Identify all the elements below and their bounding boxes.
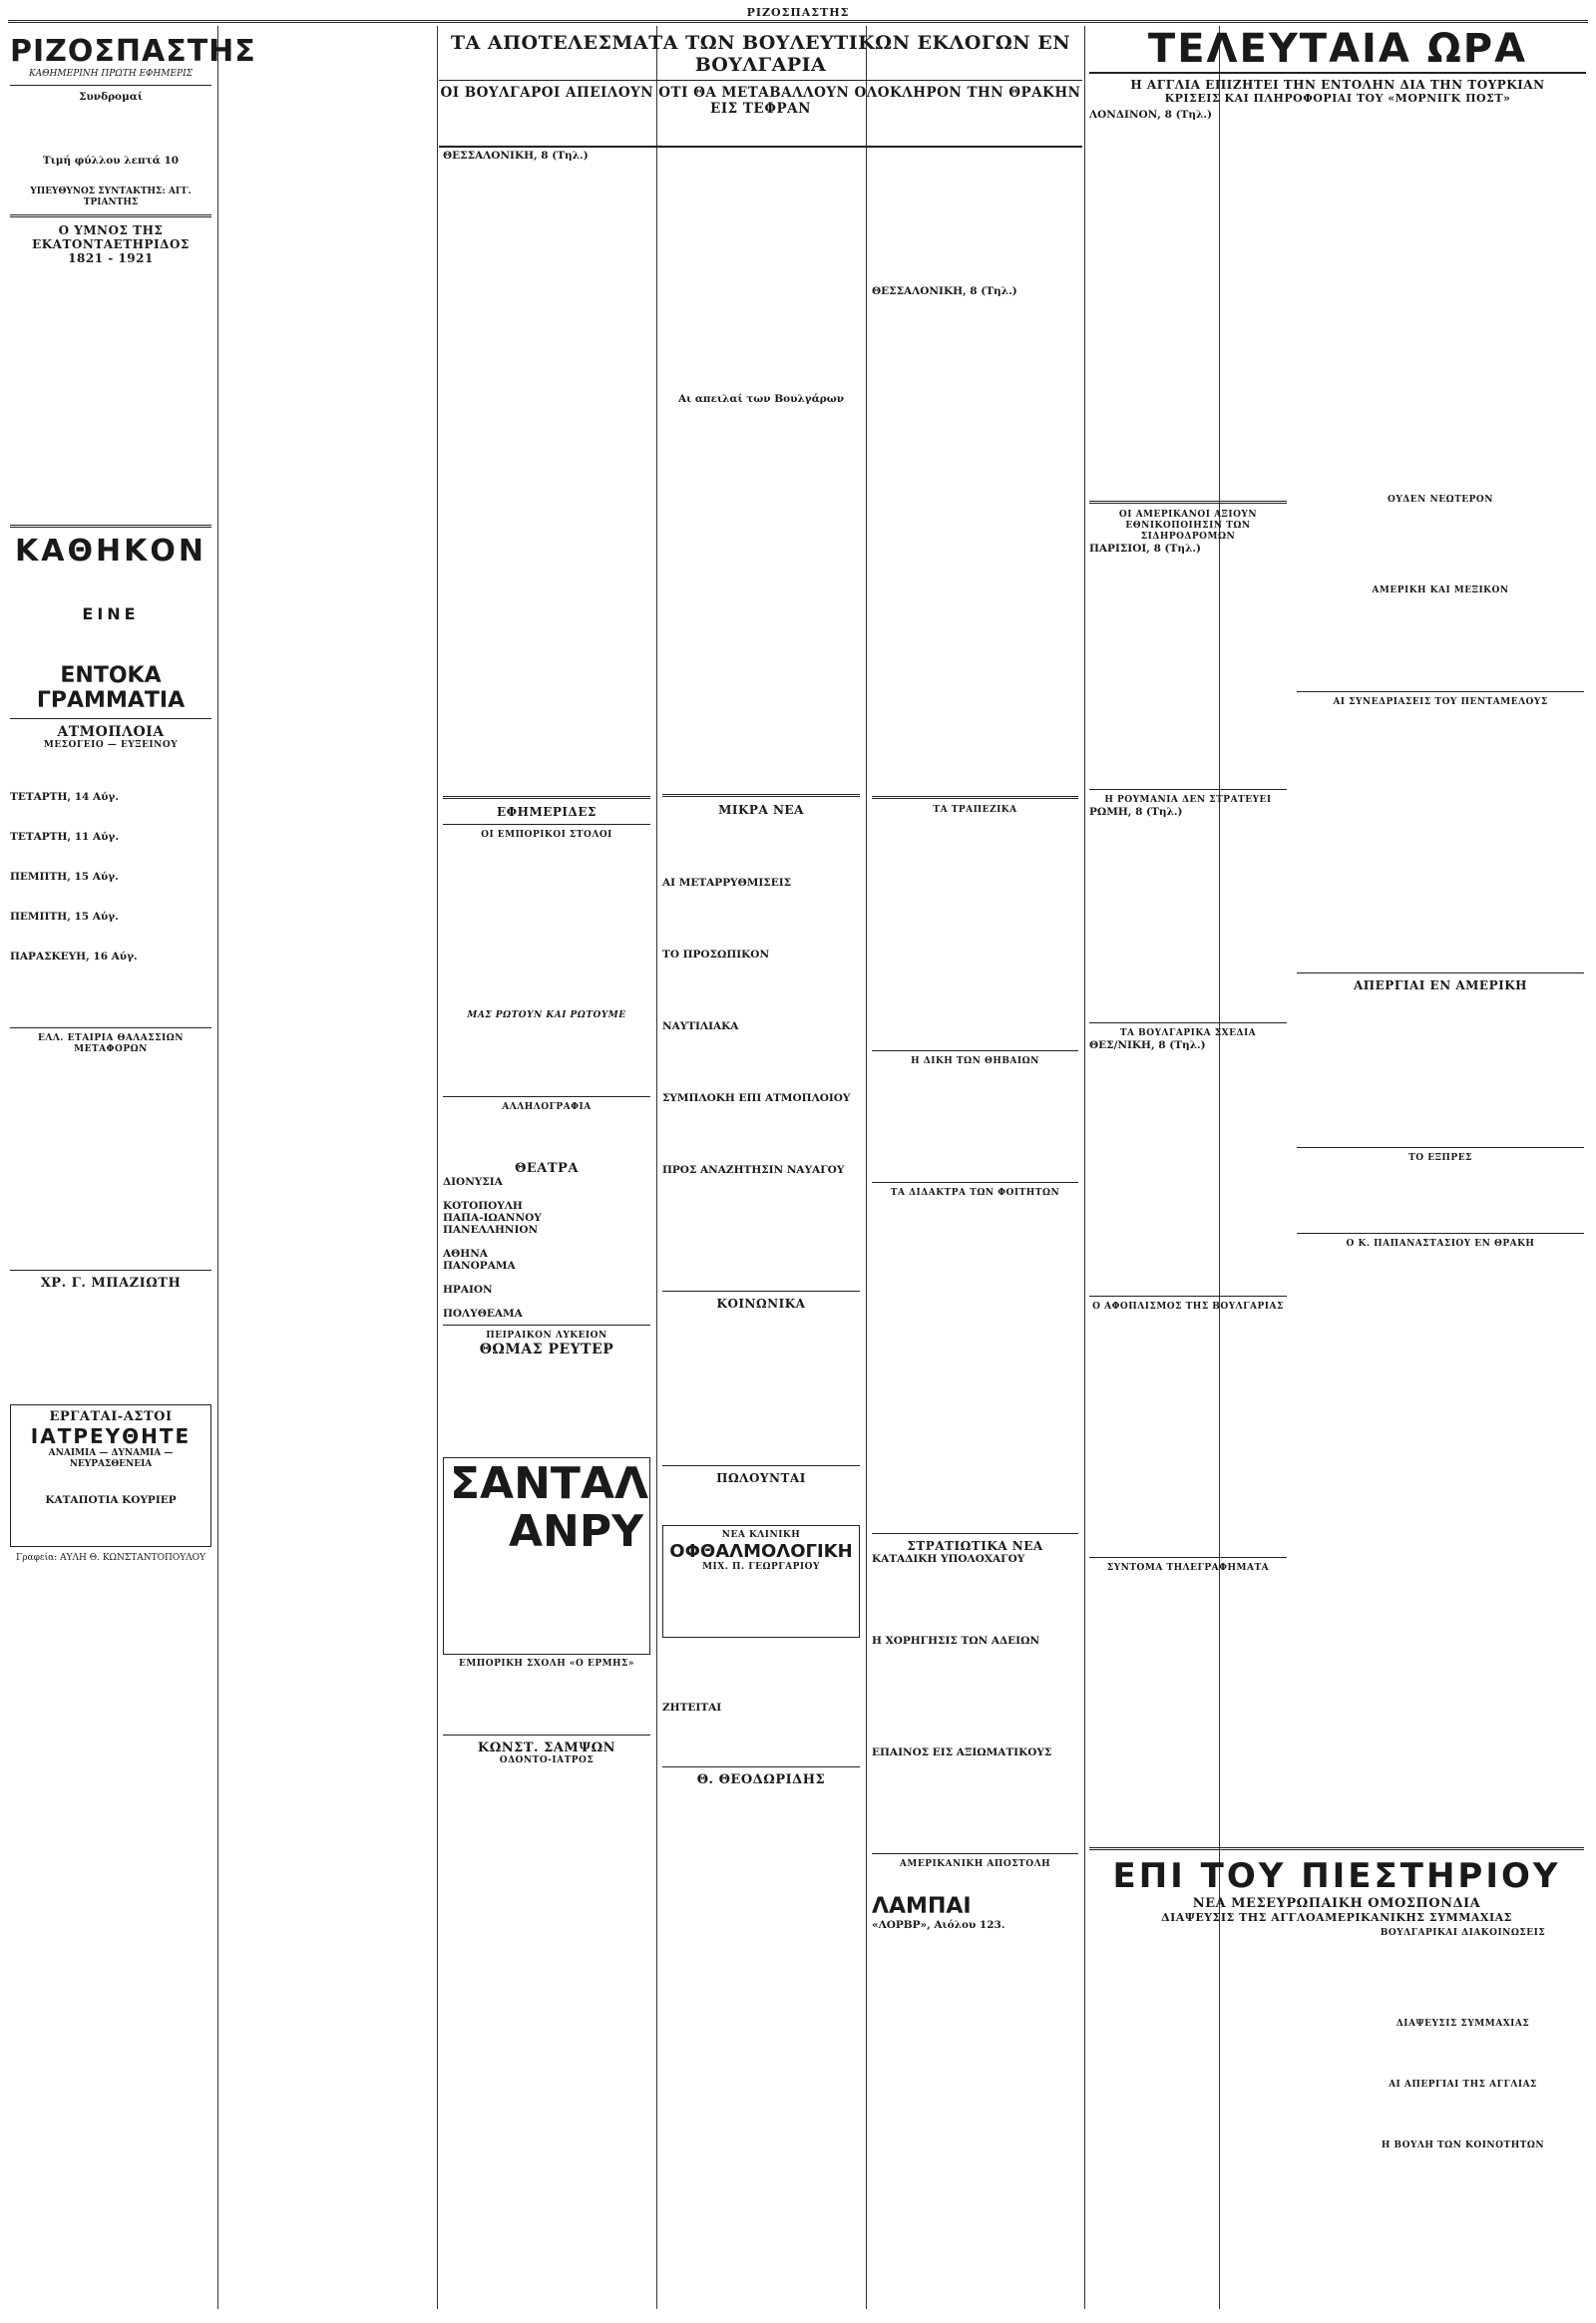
lampai-note: «ΛΟΡΒΡ», Αιόλου 123. bbox=[872, 1919, 1005, 1931]
shipping-text bbox=[10, 751, 211, 791]
sec-short-telegrams: ΣΥΝΤΟΜΑ ΤΗΛΕΓΡΑΦΗΜΑΤΑ bbox=[1106, 1563, 1270, 1573]
duty-line: ΕΙΝΕ bbox=[82, 604, 140, 623]
konst: ΚΩΝΣΤ. ΣΑΜΨΩΝ bbox=[477, 1741, 616, 1755]
sec-disarm: Ο ΑΦΟΠΛΙΣΜΟΣ ΤΗΣ ΒΟΥΛΓΑΡΙΑΣ bbox=[1092, 1302, 1284, 1312]
departure-3: ΠΕΜΠΤΗ, 15 Αύγ. bbox=[10, 871, 119, 883]
thess-dateline: ΘΕΣ/ΝΙΚΗ, 8 (Τηλ.) bbox=[1089, 1039, 1206, 1051]
paper-name: ΡΙΖΟΣΠΑΣΤΗΣ bbox=[10, 34, 256, 69]
mesogeio: ΜΕΣΟΓΕΙΟ — ΕΥΞΕΙΝΟΥ bbox=[43, 740, 179, 750]
right-subcol-2 bbox=[1229, 285, 1583, 455]
column-rule bbox=[656, 26, 657, 2309]
theatre-3: ΠΑΠΑ-ΙΩΑΝΝΟΥ bbox=[443, 1212, 542, 1224]
hymn-title: Ο ΥΜΝΟΣ ΤΗΣ ΕΚΑΤΟΝΤΑΕΤΗΡΙΔΟΣ bbox=[32, 223, 190, 251]
theatre-7: ΗΡΑΙΟΝ bbox=[443, 1284, 493, 1296]
dateline: ΘΕΣΣΑΛΟΝΙΚΗ, 8 (Τηλ.) bbox=[443, 150, 589, 162]
right-press-section bbox=[1089, 1841, 1584, 2191]
duty-text bbox=[10, 569, 211, 604]
santal-title: ΣΑΝΤΑΛ bbox=[450, 1458, 649, 1509]
sec-nothing-new: ΟΥΔΕΝ ΝΕΩΤΕΡΟΝ bbox=[1388, 495, 1493, 505]
zitountai: ΖΗΤΕΙΤΑΙ bbox=[662, 1702, 722, 1714]
sec-bulgarian-notes: ΒΟΥΛΓΑΡΙΚΑΙ ΔΙΑΚΟΙΝΩΣΕΙΣ bbox=[1380, 1928, 1546, 1938]
cure-subtitle: ΑΝΑΙΜΙΑ — ΔΥΝΑΜΙΑ — ΝΕΥΡΑΣΘΕΝΕΙΑ bbox=[48, 1448, 174, 1469]
article-text-1 bbox=[443, 162, 650, 790]
atmoploia: ΑΤΜΟΠΛΟΙΑ bbox=[57, 724, 165, 740]
departure-4: ΠΕΜΠΤΗ, 15 Αύγ. bbox=[10, 911, 119, 923]
column-rule bbox=[217, 26, 218, 2309]
company-text bbox=[10, 1055, 211, 1265]
main-column-2 bbox=[662, 150, 860, 2309]
bridge-text bbox=[10, 1291, 211, 1400]
price: Τιμή φύλλου λεπτά 10 bbox=[42, 155, 180, 167]
theatre-1: ΔΙΟΝΥΣΙΑ bbox=[443, 1176, 503, 1188]
emporiki: ΕΜΠΟΡΙΚΗ ΣΧΟΛΗ «Ο ΕΡΜΗΣ» bbox=[458, 1659, 635, 1669]
diki: Η ΔΙΚΗ ΤΩΝ ΘΗΒΑΙΩΝ bbox=[911, 1056, 1039, 1066]
duty-text-2 bbox=[10, 623, 211, 659]
departure-1: ΤΕΤΑΡΤΗ, 14 Αύγ. bbox=[10, 791, 120, 803]
konst-sub: ΟΔΟΝΤΟ-ΙΑΤΡΟΣ bbox=[499, 1755, 595, 1765]
lampai: ΛΑΜΠΑΙ bbox=[872, 1894, 972, 1919]
katadiki: ΚΑΤΑΔΙΚΗ ΥΠΟΛΟΧΑΓΟΥ bbox=[872, 1553, 1025, 1565]
rotoun: ΜΑΣ ΡΩΤΟΥΝ ΚΑΙ ΡΩΤΟΥΜΕ bbox=[467, 1010, 626, 1020]
chorigisis: Η ΧΟΡΗΓΗΣΙΣ ΤΩΝ ΑΔΕΙΩΝ bbox=[872, 1635, 1040, 1647]
london-dateline: ΛΟΝΔΙΝΟΝ, 8 (Τηλ.) bbox=[1089, 109, 1212, 121]
sec-strikes-america: ΑΠΕΡΓΙΑΙ ΕΝ ΑΜΕΡΙΚΗ bbox=[1354, 978, 1527, 992]
sec-federation: ΝΕΑ ΜΕΣΕΥΡΩΠΑΙΚΗ ΟΜΟΣΠΟΝΔΙΑ bbox=[1192, 1896, 1481, 1911]
theatre-4: ΠΑΝΕΛΛΗΝΙΟΝ bbox=[443, 1224, 539, 1236]
footer-left: Γραφεία: ΑΥΛΗ Θ. ΚΩΝΣΤΑΝΤΟΠΟΥΛΟΥ bbox=[16, 1553, 205, 1563]
dateline-2: ΘΕΣΣΑΛΟΝΙΚΗ, 8 (Τηλ.) bbox=[872, 285, 1017, 297]
last-hour-banner: ΤΕΛΕΥΤΑΙΑ ΩΡΑ bbox=[1089, 26, 1586, 74]
koinonika: ΚΟΙΝΩΝΙΚΑ bbox=[716, 1297, 806, 1311]
trapezika: ΤΑ ΤΡΑΠΕΖΙΚΑ bbox=[933, 805, 1017, 815]
cure-title: ΙΑΤΡΕΥΘΗΤΕ bbox=[30, 1424, 192, 1448]
sec-strikes-england: ΑΙ ΑΠΕΡΓΙΑΙ ΤΗΣ ΑΓΓΛΙΑΣ bbox=[1389, 2080, 1537, 2090]
diadiktra: ΤΑ ΔΙΔΑΚΤΡΑ ΤΩΝ ΦΟΙΤΗΤΩΝ bbox=[890, 1188, 1060, 1198]
workers-title: ΕΡΓΑΤΑΙ-ΑΣΤΟΙ bbox=[49, 1409, 173, 1424]
sec-five-member: ΑΙ ΣΥΝΕΔΡΙΑΣΕΙΣ ΤΟΥ ΠΕΝΤΑΜΕΛΟΥΣ bbox=[1333, 697, 1548, 707]
fleet: ΟΙ ΕΜΠΟΡΙΚΟΙ ΣΤΟΛΟΙ bbox=[481, 830, 612, 840]
efimerides: ΕΦΗΜΕΡΙΔΕΣ bbox=[497, 805, 597, 819]
address-text bbox=[10, 167, 211, 187]
epainos: ΕΠΑΙΝΟΣ ΕΙΣ ΑΞΙΩΜΑΤΙΚΟΥΣ bbox=[872, 1746, 1052, 1758]
sec-commons: Η ΒΟΥΛΗ ΤΩΝ ΚΟΙΝΟΤΗΤΩΝ bbox=[1381, 2140, 1545, 2150]
sec-papanastasiou: Ο Κ. ΠΑΠΑΝΑΣΤΑΣΙΟΥ ΕΝ ΘΡΑΚΗ bbox=[1346, 1239, 1535, 1249]
theodoridis: Θ. ΘΕΟΔΩΡΙΔΗΣ bbox=[696, 1772, 826, 1787]
article-text-2 bbox=[662, 150, 860, 393]
ophthal-line-3: ΜΙΧ. Π. ΓΕΩΡΓΑΡΙΟΥ bbox=[702, 1562, 820, 1572]
banner-subtitle: ΟΙ ΒΟΥΛΓΑΡΟΙ ΑΠΕΙΛΟΥΝ ΟΤΙ ΘΑ ΜΕΤΑΒΑΛΛΟΥΝ ΟΛΟΚΛΗΡΟΝ ΤΗΝ ΘΡΑΚΗΝ ΕΙΣ ΤΕΦΡΑΝ bbox=[440, 85, 1081, 117]
stratiotika: ΣΤΡΑΤΙΩΤΙΚΑ ΝΕΑ bbox=[907, 1539, 1043, 1553]
subscriptions-text bbox=[10, 103, 211, 155]
santal-title-2: ΑΝΡΥ bbox=[509, 1506, 643, 1557]
sec-romania: Η ΡΟΥΜΑΝΙΑ ΔΕΝ ΣΤΡΑΤΕΥΕΙ bbox=[1104, 795, 1272, 805]
main-banner bbox=[439, 26, 1082, 148]
theatre-5: ΑΘΗΝΑ bbox=[443, 1248, 488, 1260]
allilografia: ΑΛΛΗΛΟΓΡΑΦΙΑ bbox=[502, 1102, 592, 1112]
running-header: ΡΙΖΟΣΠΑΣΤΗΣ bbox=[8, 6, 1588, 23]
paper-subtitle: ΚΑΘΗΜΕΡΙΝΗ ΠΡΩΤΗ ΕΦΗΜΕΡΙΣ bbox=[28, 69, 194, 79]
poloyntai: ΠΩΛΟΥΝΤΑΙ bbox=[716, 1471, 806, 1485]
banner-title: ΤΑ ΑΠΟΤΕΛΕΣΜΑΤΑ ΤΩΝ ΒΟΥΛΕΥΤΙΚΩΝ ΕΚΛΟΓΩΝ ΕΝ ΒΟΥΛΓΑΡΙΑ bbox=[450, 32, 1071, 76]
rome-dateline: ΡΩΜΗ, 8 (Τηλ.) bbox=[1089, 806, 1183, 818]
sec-america-mexico: ΑΜΕΡΙΚΗ ΚΑΙ ΜΕΞΙΚΟΝ bbox=[1372, 585, 1509, 595]
hymn-years: 1821 - 1921 bbox=[68, 251, 154, 265]
column-rule bbox=[437, 26, 438, 2309]
mikra-item-2: ΤΟ ΠΡΟΣΩΠΙΚΟΝ bbox=[662, 949, 770, 961]
left-column bbox=[10, 26, 256, 2309]
right-sub-2: ΚΡΙΣΕΙΣ ΚΑΙ ΠΛΗΡΟΦΟΡΙΑΙ ΤΟΥ «ΜΟΡΝΙΓΚ ΠΟΣΤ» bbox=[1164, 92, 1511, 105]
paris-dateline: ΠΑΡΙΣΙΟΙ, 8 (Τηλ.) bbox=[1089, 543, 1201, 555]
column-rule bbox=[1084, 26, 1085, 2309]
sec-bulgarian-plans: ΤΑ ΒΟΥΛΓΑΡΙΚΑ ΣΧΕΔΙΑ bbox=[1119, 1028, 1257, 1038]
sec-denial: ΔΙΑΨΕΥΣΙΣ ΤΗΣ ΑΓΓΛΟΑΜΕΡΙΚΑΝΙΚΗΣ ΣΥΜΜΑΧΙΑΣ bbox=[1161, 1911, 1512, 1924]
ophthal-line-2: ΟΦΘΑΛΜΟΛΟΓΙΚΗ bbox=[669, 1541, 853, 1562]
lykeion-name: ΘΩΜΑΣ ΡΕΥΤΕΡ bbox=[479, 1342, 614, 1357]
subhead-threats: Αι απειλαί των Βουλγάρων bbox=[677, 393, 845, 405]
lykeion: ΠΕΙΡΑΙΚΟΝ ΛΥΚΕΙΟΝ bbox=[486, 1331, 607, 1341]
cure-pharmacy: ΚΑΤΑΠΟΤΙΑ ΚΟΥΡΙΕΡ bbox=[45, 1494, 177, 1506]
column-rule bbox=[866, 26, 867, 2309]
main-column-1 bbox=[443, 150, 650, 2309]
mikra-item-4: ΣΥΜΠΛΟΚΗ ΕΠΙ ΑΤΜΟΠΛΟΙΟΥ bbox=[662, 1092, 851, 1104]
mikra-item-5: ΠΡΟΣ ΑΝΑΖΗΤΗΣΙΝ ΝΑΥΑΓΟΥ bbox=[662, 1164, 845, 1176]
sec-press: ΕΠΙ ΤΟΥ ΠΙΕΣΤΗΡΙΟΥ bbox=[1112, 1856, 1561, 1896]
duty-title: ΚΑΘΗΚΟΝ bbox=[15, 534, 206, 569]
sec-express: ΤΟ ΕΞΠΡΕΣ bbox=[1408, 1153, 1472, 1163]
right-col-b bbox=[1297, 495, 1584, 1449]
theatre-2: ΚΟΤΟΠΟΥΛΗ bbox=[443, 1200, 523, 1212]
theatre-8: ΠΟΛΥΘΕΑΜΑ bbox=[443, 1308, 523, 1320]
ophthal-line-1: ΝΕΑ ΚΛΙΝΙΚΗ bbox=[721, 1530, 801, 1540]
right-col-a bbox=[1089, 495, 1287, 1644]
theatre-6: ΠΑΝΟΡΑΜΑ bbox=[443, 1260, 516, 1272]
hymn-text bbox=[10, 269, 211, 519]
sec-americans: ΟΙ ΑΜΕΡΙΚΑΝΟΙ ΑΞΙΟΥΝ ΕΘΝΙΚΟΠΟΙΗΣΙΝ ΤΩΝ ΣΙΔΗΡΟΔΡΟΜΩΝ bbox=[1118, 510, 1258, 542]
subscriptions-heading: Συνδρομαί bbox=[79, 91, 143, 103]
right-sub-1: Η ΑΓΓΛΙΑ ΕΠΙΖΗΤΕΙ ΤΗΝ ΕΝΤΟΛΗΝ ΔΙΑ ΤΗΝ ΤΟΥΡΚΙΑΝ bbox=[1130, 78, 1545, 92]
editor: ΥΠΕΥΘΥΝΟΣ ΣΥΝΤΑΚΤΗΣ: ΑΓΓ. ΤΡΙΑΝΤΗΣ bbox=[30, 187, 192, 207]
right-section bbox=[1089, 26, 1586, 2309]
theatra: ΘΕΑΤΡΑ bbox=[515, 1161, 579, 1176]
mikra-item-1: ΑΙ ΜΕΤΑΡΡΥΘΜΙΣΕΙΣ bbox=[662, 877, 792, 889]
article-text-3 bbox=[872, 150, 1078, 285]
apostoli: ΑΜΕΡΙΚΑΝΙΚΗ ΑΠΟΣΤΟΛΗ bbox=[899, 1859, 1051, 1869]
sec-denial-alliance: ΔΙΑΨΕΥΣΙΣ ΣΥΜΜΑΧΙΑΣ bbox=[1396, 2019, 1530, 2029]
mikra-item-3: ΝΑΥΤΙΛΙΑΚΑ bbox=[662, 1020, 739, 1032]
company-title: ΕΛΛ. ΕΤΑΙΡΙΑ ΘΑΛΑΣΣΙΩΝ ΜΕΤΑΦΟΡΩΝ bbox=[38, 1033, 184, 1054]
main-column-3 bbox=[872, 150, 1078, 2309]
departure-5: ΠΑΡΑΣΚΕΥΗ, 16 Αύγ. bbox=[10, 951, 138, 963]
mikra-nea: ΜΙΚΡΑ ΝΕΑ bbox=[718, 803, 804, 817]
departure-2: ΤΕΤΑΡΤΗ, 11 Αύγ. bbox=[10, 831, 120, 843]
bridge-name: ΧΡ. Γ. ΜΠΑΖΙΩΤΗ bbox=[40, 1276, 182, 1291]
entoka-title: ΕΝΤΟΚΑ ΓΡΑΜΜΑΤΙΑ bbox=[36, 663, 186, 713]
